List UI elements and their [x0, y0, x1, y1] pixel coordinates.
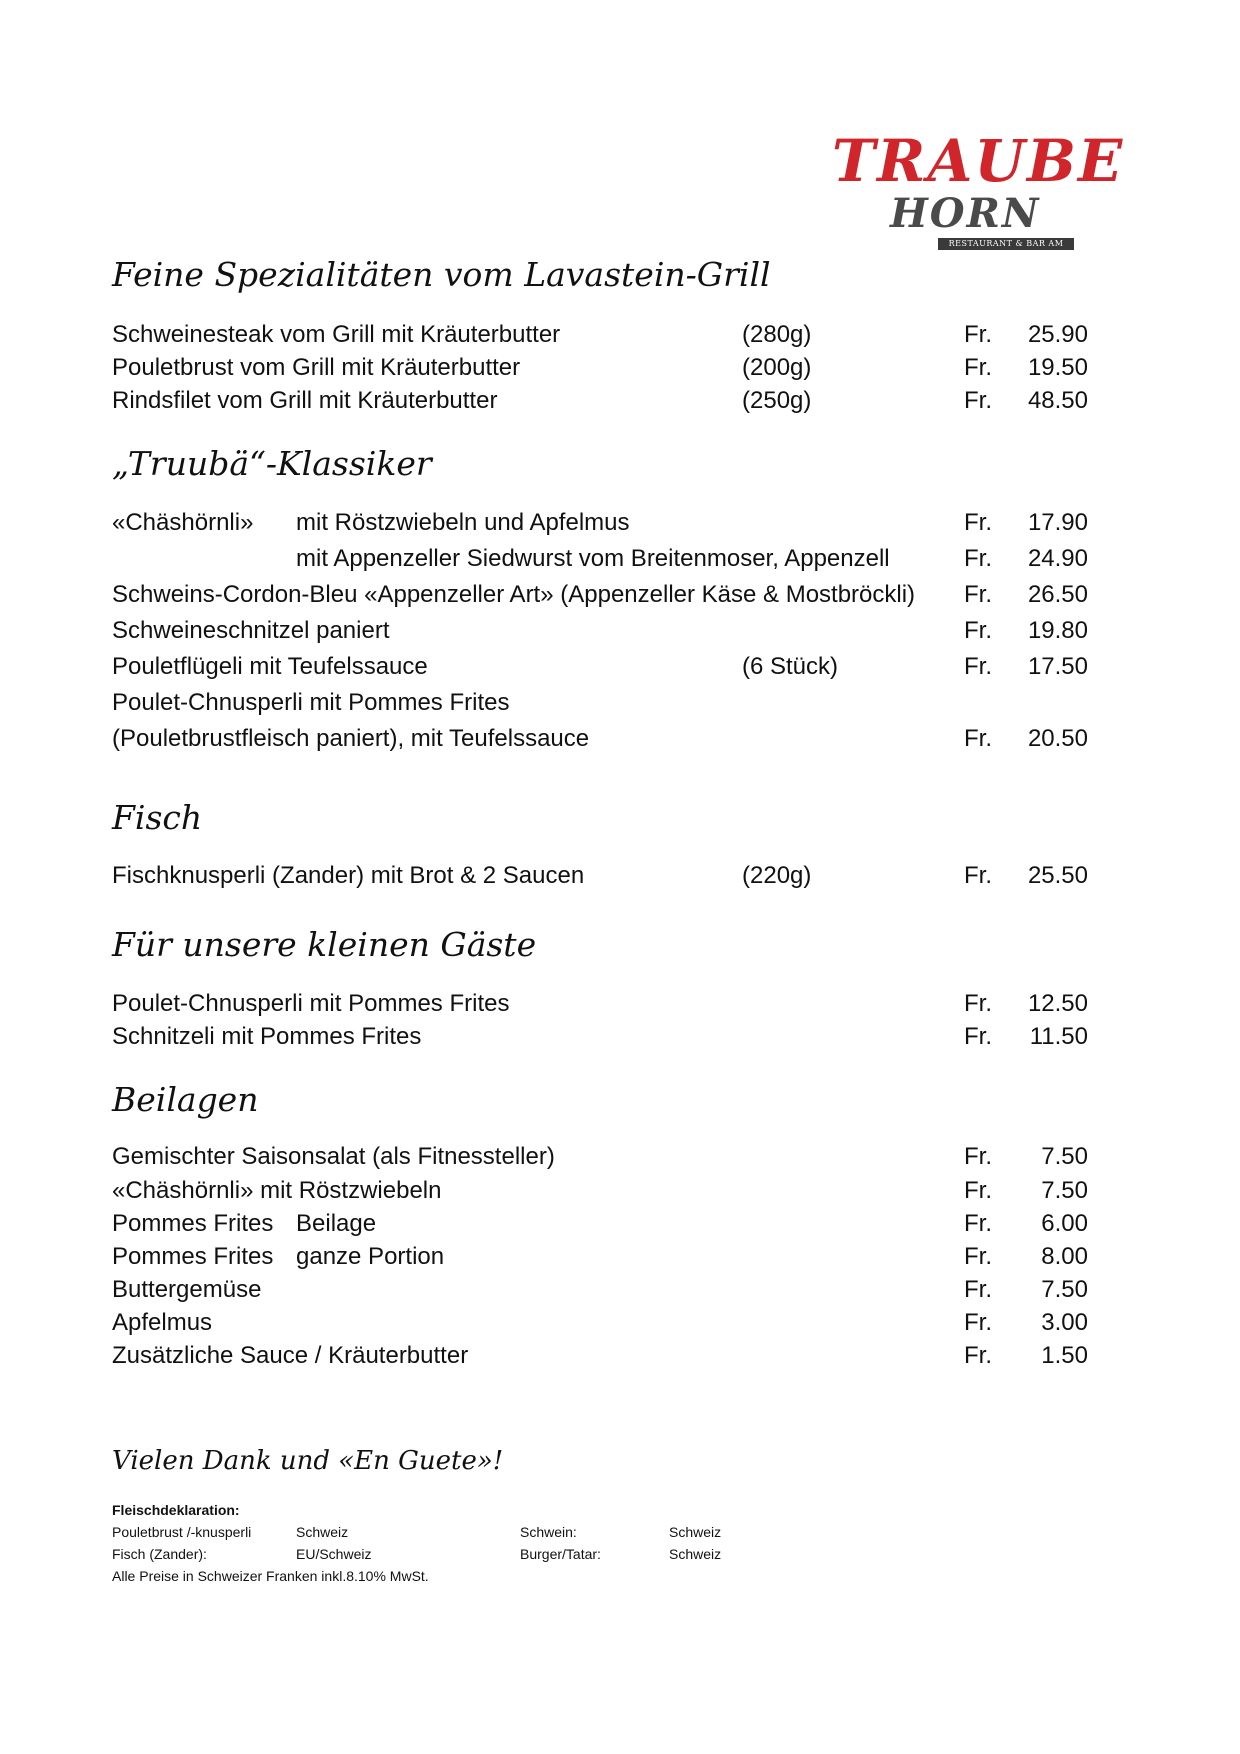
item-price: 17.90 — [1027, 509, 1088, 536]
item-name: Pommes Frites — [112, 1243, 274, 1270]
item-currency: Fr. — [964, 1023, 992, 1050]
menu-item — [112, 724, 1088, 754]
item-name: Pouletbrust vom Grill mit Kräuterbutter — [112, 354, 521, 381]
menu-item — [112, 1242, 1088, 1272]
meat-declaration-row — [112, 1545, 812, 1563]
item-price: 25.50 — [1027, 862, 1088, 889]
menu-item — [112, 861, 1088, 891]
menu-item — [112, 1209, 1088, 1239]
item-weight: (250g) — [742, 387, 812, 414]
item-currency: Fr. — [964, 862, 992, 889]
menu-item — [112, 688, 1088, 718]
item-name: (Pouletbrustfleisch paniert), mit Teufelssauce — [112, 725, 590, 752]
restaurant-logo — [820, 127, 1125, 260]
item-currency: Fr. — [964, 617, 992, 644]
item-name: Pouletflügeli mit Teufelssauce — [112, 653, 428, 680]
item-currency: Fr. — [964, 354, 992, 381]
item-name: Schweineschnitzel paniert — [112, 617, 390, 644]
declaration-origin: EU/Schweiz — [296, 1546, 372, 1562]
menu-item — [112, 1341, 1088, 1371]
item-currency: Fr. — [964, 1342, 992, 1369]
menu-item — [112, 616, 1088, 646]
item-price: 6.00 — [1041, 1210, 1088, 1237]
menu-item — [112, 1275, 1088, 1305]
closing-message: Vielen Dank und «En Guete»! — [112, 1446, 504, 1476]
item-name: Buttergemüse — [112, 1276, 262, 1303]
item-currency: Fr. — [964, 653, 992, 680]
logo-horn: HORN — [890, 190, 1041, 237]
declaration-item: Pouletbrust /-knusperli — [112, 1524, 252, 1540]
menu-item — [112, 1022, 1088, 1052]
item-name: Poulet-Chnusperli mit Pommes Frites — [112, 689, 510, 716]
item-price: 11.50 — [1029, 1023, 1088, 1050]
item-currency: Fr. — [964, 1143, 992, 1170]
item-name: Fischknusperli (Zander) mit Brot & 2 Saucen — [112, 862, 585, 889]
item-weight: (280g) — [742, 321, 812, 348]
item-name: «Chäshörnli» mit Röstzwiebeln — [112, 1177, 442, 1204]
item-name: Pommes Frites — [112, 1210, 274, 1237]
item-price: 24.90 — [1027, 545, 1088, 572]
item-variant: Beilage — [296, 1210, 377, 1237]
item-price: 7.50 — [1041, 1143, 1088, 1170]
item-name: «Chäshörnli» — [112, 509, 254, 536]
item-name: Schnitzeli mit Pommes Frites — [112, 1023, 422, 1050]
menu-item — [112, 1308, 1088, 1338]
price-note: Alle Preise in Schweizer Franken inkl.8.10% MwSt. — [112, 1568, 429, 1584]
item-currency: Fr. — [964, 1309, 992, 1336]
menu-item — [112, 508, 1088, 538]
item-name: Gemischter Saisonsalat (als Fitnessteller) — [112, 1143, 555, 1170]
item-price: 1.50 — [1041, 1342, 1088, 1369]
declaration-item: Fisch (Zander): — [112, 1546, 207, 1562]
item-currency: Fr. — [964, 321, 992, 348]
item-price: 25.90 — [1027, 321, 1088, 348]
item-currency: Fr. — [964, 387, 992, 414]
item-name: Schweinesteak vom Grill mit Kräuterbutter — [112, 321, 561, 348]
item-price: 7.50 — [1041, 1276, 1088, 1303]
item-price: 19.50 — [1027, 354, 1088, 381]
meat-declaration-row — [112, 1523, 812, 1541]
item-currency: Fr. — [964, 545, 992, 572]
declaration-origin: Schweiz — [669, 1524, 722, 1540]
item-currency: Fr. — [964, 509, 992, 536]
item-price: 7.50 — [1041, 1177, 1088, 1204]
item-currency: Fr. — [964, 581, 992, 608]
item-name: Rindsfilet vom Grill mit Kräuterbutter — [112, 387, 498, 414]
item-price: 3.00 — [1041, 1309, 1088, 1336]
menu-item — [112, 544, 1088, 574]
declaration-item: Burger/Tatar: — [520, 1546, 601, 1562]
menu-item — [112, 353, 1088, 383]
section-title-kinder: Für unsere kleinen Gäste — [112, 925, 537, 964]
item-currency: Fr. — [964, 1243, 992, 1270]
declaration-origin: Schweiz — [296, 1524, 349, 1540]
item-price: 20.50 — [1027, 725, 1088, 752]
item-weight: (200g) — [742, 354, 812, 381]
item-price: 19.80 — [1027, 617, 1088, 644]
section-title-grill: Feine Spezialitäten vom Lavastein-Grill — [112, 255, 771, 294]
item-price: 48.50 — [1027, 387, 1088, 414]
item-currency: Fr. — [964, 1210, 992, 1237]
item-variant: ganze Portion — [296, 1243, 445, 1270]
menu-item — [112, 320, 1088, 350]
item-price: 17.50 — [1027, 653, 1088, 680]
menu-item — [112, 1176, 1088, 1206]
menu-item — [112, 1142, 1088, 1172]
declaration-item: Schwein: — [520, 1524, 577, 1540]
item-name: Apfelmus — [112, 1309, 213, 1336]
item-currency: Fr. — [964, 990, 992, 1017]
item-currency: Fr. — [964, 1177, 992, 1204]
logo-traube: TRAUBE — [832, 127, 1125, 195]
meat-declaration-title: Fleischdeklaration: — [112, 1502, 240, 1518]
declaration-origin: Schweiz — [669, 1546, 722, 1562]
menu-item — [112, 580, 1088, 610]
section-title-fisch: Fisch — [112, 798, 203, 837]
item-variant: mit Appenzeller Siedwurst vom Breitenmoser, Appenzell — [296, 545, 890, 572]
item-name: Schweins-Cordon-Bleu «Appenzeller Art» (Appenzeller Käse & Mostbröckli) — [112, 581, 916, 608]
item-weight: (220g) — [742, 862, 812, 889]
section-title-klassiker: „Truubä“-Klassiker — [112, 444, 432, 483]
menu-item — [112, 386, 1088, 416]
section-title-beilagen: Beilagen — [112, 1080, 259, 1119]
item-price: 12.50 — [1027, 990, 1088, 1017]
item-price: 26.50 — [1027, 581, 1088, 608]
menu-item — [112, 652, 1088, 682]
menu-item — [112, 989, 1088, 1019]
item-weight: (6 Stück) — [742, 653, 839, 680]
logo-tagline: RESTAURANT & BAR AM SEE — [938, 238, 1074, 250]
item-name: Poulet-Chnusperli mit Pommes Frites — [112, 990, 510, 1017]
item-variant: mit Röstzwiebeln und Apfelmus — [296, 509, 630, 536]
item-name: Zusätzliche Sauce / Kräuterbutter — [112, 1342, 469, 1369]
item-currency: Fr. — [964, 1276, 992, 1303]
item-currency: Fr. — [964, 725, 992, 752]
item-price: 8.00 — [1041, 1243, 1088, 1270]
